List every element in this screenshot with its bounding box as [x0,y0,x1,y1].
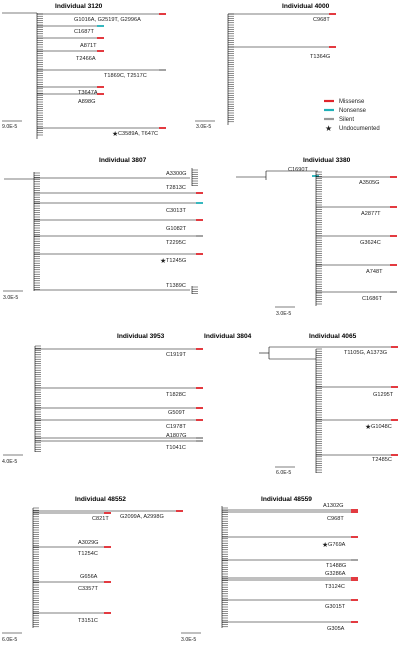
undocumented-star-icon: ★ [365,424,372,431]
mutation-label: T3647A [78,90,98,96]
mutation-label: A3029G [78,540,99,546]
panel-title: Individual 3380 [303,157,351,164]
scale-label: 6.0E-5 [2,637,18,643]
mutation-label: C3013T [166,208,186,214]
mutation-label: G305A [327,626,345,632]
mutation-label: A3300G [166,171,187,177]
mutation-label: G1016A, G2519T, G2996A [74,17,141,23]
mutation-label: A3505G [359,180,380,186]
mutation-label: A871T [80,43,97,49]
mutation-label: T3124C [325,584,345,590]
mutation-label: T1828C [166,392,186,398]
mutation-label: G1295T [373,392,394,398]
leaf-ticks [34,173,40,290]
mutation-label: C1687T [74,29,94,35]
leaf-ticks [33,508,39,627]
mutation-label: C3589A, T647C [118,131,159,137]
panel-title: Individual 48552 [75,496,126,503]
undocumented-star-icon: ★ [112,131,119,138]
mutation-label: T1254C [78,551,98,557]
mutation-label: C968T [327,516,344,522]
panel-title: Individual 3953 [117,333,165,340]
legend [324,99,380,133]
leaf-ticks [192,287,198,294]
leaf-ticks [192,170,198,185]
mutation-label: T1245G [166,258,187,264]
panel-title: Individual 4065 [309,333,357,340]
mutation-label: G509T [168,410,186,416]
mutation-label: T1488G [326,563,347,569]
scale-label: 3.0E-5 [196,124,212,130]
legend-label-silent: Silent [339,117,355,123]
panel-title: Individual 48559 [261,496,312,503]
legend-label-nonsense: Nonsense [339,108,367,114]
scale-label: 4.0E-5 [2,459,18,465]
mutation-label: G3286A [325,571,346,577]
panel-title: Individual 3120 [55,3,103,10]
mutation-label: C821T [92,516,109,522]
panel-48552 [2,496,183,643]
mutation-label: A748T [366,269,383,275]
panel-48559 [181,496,358,643]
mutation-label: A1807G [166,433,187,439]
mutation-label: T2813C [166,185,186,191]
scale-label: 6.0E-5 [276,470,292,476]
mutation-label: T1041C [166,445,186,451]
mutation-label: T1364G [310,54,331,60]
mutation-label: A1302G [323,503,344,509]
panel-4000 [195,3,336,130]
leaf-ticks [222,508,228,627]
mutation-label: G1082T [166,226,187,232]
scale-label: 3.0E-5 [3,295,19,301]
mutation-label: T2485C [372,457,392,463]
legend-label-undocumented: Undocumented [339,126,380,132]
mutation-label: G3015T [325,604,346,610]
panel-3953 [2,333,203,465]
panel-title: Individual 4000 [282,3,330,10]
panel-title: Individual 3807 [99,157,147,164]
panel-3804 [204,333,252,340]
panel-title: Individual 3804 [204,333,252,340]
mutation-label: G1048C [371,424,392,430]
panel-3807 [3,157,203,301]
mutation-label: C1690T [288,167,308,173]
scale-label: 9.0E-5 [2,124,18,130]
mutation-label: A898G [78,99,96,105]
leaf-ticks [316,172,322,304]
panel-3120 [2,3,166,139]
scale-label: 3.0E-5 [276,311,292,317]
undocumented-star-icon: ★ [322,542,329,549]
mutation-label: T2466A [76,56,96,62]
leaf-ticks [35,346,41,452]
mutation-label: G656A [80,574,98,580]
mutation-label: C968T [313,17,330,23]
legend-label-missense: Missense [339,99,365,105]
mutation-label: T1389C [166,283,186,289]
mutation-label: T2295C [166,240,186,246]
scale-label: 3.0E-5 [181,637,197,643]
mutation-label: T3151C [78,618,98,624]
mutation-label: T1869C, T2517C [104,73,147,79]
mutation-label: C3357T [78,586,98,592]
mutation-label: A2877T [361,211,381,217]
leaf-ticks [228,14,234,122]
leaf-ticks [316,349,322,472]
mutation-label: C1919T [166,352,186,358]
mutation-label: G3624C [360,240,381,246]
mutation-label: G2099A, A2998G [120,514,164,520]
undocumented-star-icon: ★ [160,258,167,265]
mutation-label: G769A [328,542,346,548]
panel-3380 [236,157,397,317]
mutation-label: C1686T [362,296,382,302]
panel-4065 [259,333,398,476]
mutation-label: C1978T [166,424,186,430]
mutation-label: T1105G, A1373G [344,350,388,356]
leaf-ticks [37,14,43,135]
legend-star-icon: ★ [325,124,333,133]
